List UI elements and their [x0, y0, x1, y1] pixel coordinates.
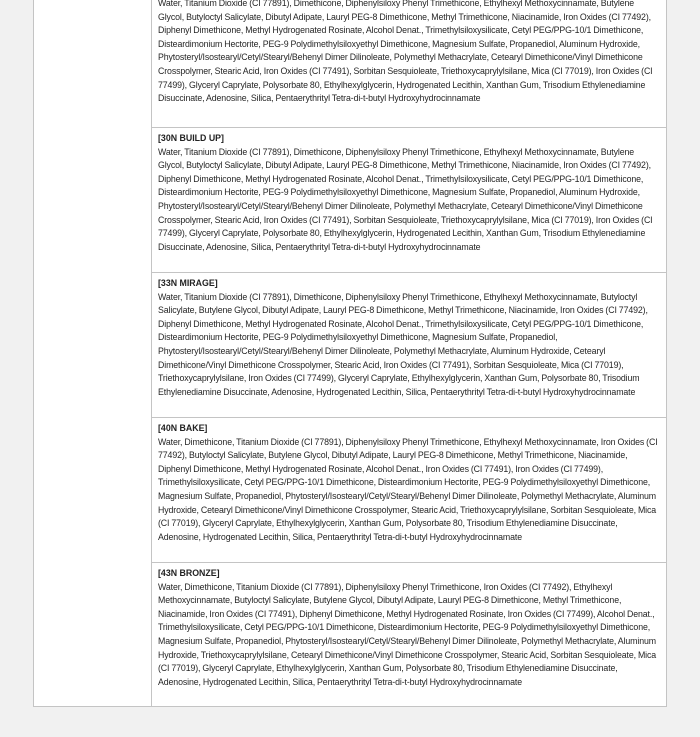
- ingredient-entry: [152, 418, 666, 563]
- ingredient-entry: [152, 128, 666, 273]
- shade-title: [30N BUILD UP]: [158, 133, 224, 143]
- ingredient-entry: [152, 0, 666, 128]
- shade-title: [33N MIRAGE]: [158, 278, 218, 288]
- ingredient-list: Water, Titanium Dioxide (CI 77891), Dimethicone, Diphenylsiloxy Phenyl Trimethicone, Ethylhexyl Methoxycinnamate, Butyloctyl Salicylate, Butylene Glycol, Dibutyl Adipate, Lauryl PEG-8 Dimethicone, Methyl Trimethicone, Niacinamide, Iron Oxides (CI 77492), Diphenyl Dimethicone, Methyl Hydrogenated Rosinate, Alcohol Denat., Trimethylsiloxysilicate, Cetyl PEG/PPG-10/1 Dimethicone, Disteardimonium Hectorite, PEG-9 Polydimethylsiloxyethyl Dimethicone, Magnesium Sulfate, Propanediol, Phytosteryl/Isostearyl/Cetyl/Stearyl/Behenyl Dimer Dilinoleate, Polymethyl Methacrylate, Aluminum Hydroxide, Cetearyl Dimethicone/Vinyl Dimethicone Crosspolymer, Stearic Acid, Iron Oxides (CI 77491), Sorbitan Sesquioleate, Mica (CI 77019), Triethoxycaprylylsilane, Iron Oxides (CI 77499), Glyceryl Caprylate, Ethylhexylglycerin, Xanthan Gum, Polysorbate 80, Trisodium Ethylenediamine Disuccinate, Adenosine, Hydrogenated Lecithin, Silica, Pentaerythrityl Tetra-di-t-butyl Hydroxyhydrocinnamate: [158, 291, 648, 397]
- table-label-column: [34, 0, 152, 706]
- ingredient-entry: [152, 273, 666, 418]
- shade-title: [40N BAKE]: [158, 423, 208, 433]
- table-value-column: [152, 0, 666, 706]
- ingredient-list: Water, Titanium Dioxide (CI 77891), Dimethicone, Diphenylsiloxy Phenyl Trimethicone, Ethylhexyl Methoxycinnamate, Butylene Glycol, Butyloctyl Salicylate, Dibutyl Adipate, Lauryl PEG-8 Dimethicone, Methyl Trimethicone, Niacinamide, Iron Oxides (CI 77492), Diphenyl Dimethicone, Methyl Hydrogenated Rosinate, Alcohol Denat., Trimethylsiloxysilicate, Cetyl PEG/PPG-10/1 Dimethicone, Disteardimonium Hectorite, PEG-9 Polydimethylsiloxyethyl Dimethicone, Magnesium Sulfate, Propanediol, Aluminum Hydroxide, Phytosteryl/Isostearyl/Cetyl/Stearyl/Behenyl Dimer Dilinoleate, Polymethyl Methacrylate, Cetearyl Dimethicone/Vinyl Dimethicone Crosspolymer, Stearic Acid, Iron Oxides (CI 77491), Sorbitan Sesquioleate, Triethoxycaprylylsilane, Mica (CI 77019), Iron Oxides (CI 77499), Glyceryl Caprylate, Polysorbate 80, Ethylhexylglycerin, Hydrogenated Lecithin, Xanthan Gum, Trisodium Ethylenediamine Disuccinate, Adenosine, Silica, Pentaerythrityl Tetra-di-t-butyl Hydroxyhydrocinnamate: [158, 0, 653, 104]
- ingredient-entry: [152, 563, 666, 708]
- ingredient-list: Water, Titanium Dioxide (CI 77891), Dimethicone, Diphenylsiloxy Phenyl Trimethicone, Ethylhexyl Methoxycinnamate, Butylene Glycol, Butyloctyl Salicylate, Dibutyl Adipate, Lauryl PEG-8 Dimethicone, Methyl Trimethicone, Niacinamide, Iron Oxides (CI 77492), Diphenyl Dimethicone, Methyl Hydrogenated Rosinate, Alcohol Denat., Trimethylsiloxysilicate, Cetyl PEG/PPG-10/1 Dimethicone, Disteardimonium Hectorite, PEG-9 Polydimethylsiloxyethyl Dimethicone, Magnesium Sulfate, Propanediol, Aluminum Hydroxide, Phytosteryl/Isostearyl/Cetyl/Stearyl/Behenyl Dimer Dilinoleate, Polymethyl Methacrylate, Cetearyl Dimethicone/Vinyl Dimethicone Crosspolymer, Stearic Acid, Iron Oxides (CI 77491), Sorbitan Sesquioleate, Triethoxycaprylylsilane, Mica (CI 77019), Iron Oxides (CI 77499), Glyceryl Caprylate, Polysorbate 80, Ethylhexylglycerin, Hydrogenated Lecithin, Xanthan Gum, Trisodium Ethylenediamine Disuccinate, Adenosine, Silica, Pentaerythrityl Tetra-di-t-butyl Hydroxyhydrocinnamate: [158, 146, 653, 252]
- ingredients-table: [33, 0, 667, 707]
- ingredient-list: Water, Dimethicone, Titanium Dioxide (CI 77891), Diphenylsiloxy Phenyl Trimethicone, Iron Oxides (CI 77492), Ethylhexyl Methoxycinnamate, Butyloctyl Salicylate, Butylene Glycol, Dibutyl Adipate, Lauryl PEG-8 Dimethicone, Methyl Trimethicone, Niacinamide, Iron Oxides (CI 77491), Diphenyl Dimethicone, Methyl Hydrogenated Rosinate, Iron Oxides (CI 77499), Alcohol Denat., Trimethylsiloxysilicate, Cetyl PEG/PPG-10/1 Dimethicone, Disteardimonium Hectorite, PEG-9 Polydimethylsiloxyethyl Dimethicone, Magnesium Sulfate, Propanediol, Phytosteryl/Isostearyl/Cetyl/Stearyl/Behenyl Dimer Dilinoleate, Polymethyl Methacrylate, Aluminum Hydroxide, Triethoxycaprylylsilane, Cetearyl Dimethicone/Vinyl Dimethicone Crosspolymer, Stearic Acid, Sorbitan Sesquioleate, Mica (CI 77019), Glyceryl Caprylate, Ethylhexylglycerin, Xanthan Gum, Polysorbate 80, Trisodium Ethylenediamine Disuccinate, Adenosine, Hydrogenated Lecithin, Silica, Pentaerythrityl Tetra-di-t-butyl Hydroxyhydrocinnamate: [158, 581, 657, 687]
- shade-title: [43N BRONZE]: [158, 568, 220, 578]
- ingredient-list: Water, Dimethicone, Titanium Dioxide (CI 77891), Diphenylsiloxy Phenyl Trimethicone, Ethylhexyl Methoxycinnamate, Iron Oxides (CI 77492), Butyloctyl Salicylate, Butylene Glycol, Dibutyl Adipate, Lauryl PEG-8 Dimethicone, Methyl Trimethicone, Niacinamide, Diphenyl Dimethicone, Methyl Hydrogenated Rosinate, Alcohol Denat., Iron Oxides (CI 77491), Iron Oxides (CI 77499), Trimethylsiloxysilicate, Cetyl PEG/PPG-10/1 Dimethicone, Disteardimonium Hectorite, PEG-9 Polydimethylsiloxyethyl Dimethicone, Magnesium Sulfate, Propanediol, Phytosteryl/Isostearyl/Cetyl/Stearyl/Behenyl Dimer Dilinoleate, Polymethyl Methacrylate, Aluminum Hydroxide, Cetearyl Dimethicone/Vinyl Dimethicone Crosspolymer, Stearic Acid, Triethoxycaprylylsilane, Sorbitan Sesquioleate, Mica (CI 77019), Glyceryl Caprylate, Ethylhexylglycerin, Xanthan Gum, Polysorbate 80, Trisodium Ethylenediamine Disuccinate, Adenosine, Hydrogenated Lecithin, Silica, Pentaerythrityl Tetra-di-t-butyl Hydroxyhydrocinnamate: [158, 436, 658, 542]
